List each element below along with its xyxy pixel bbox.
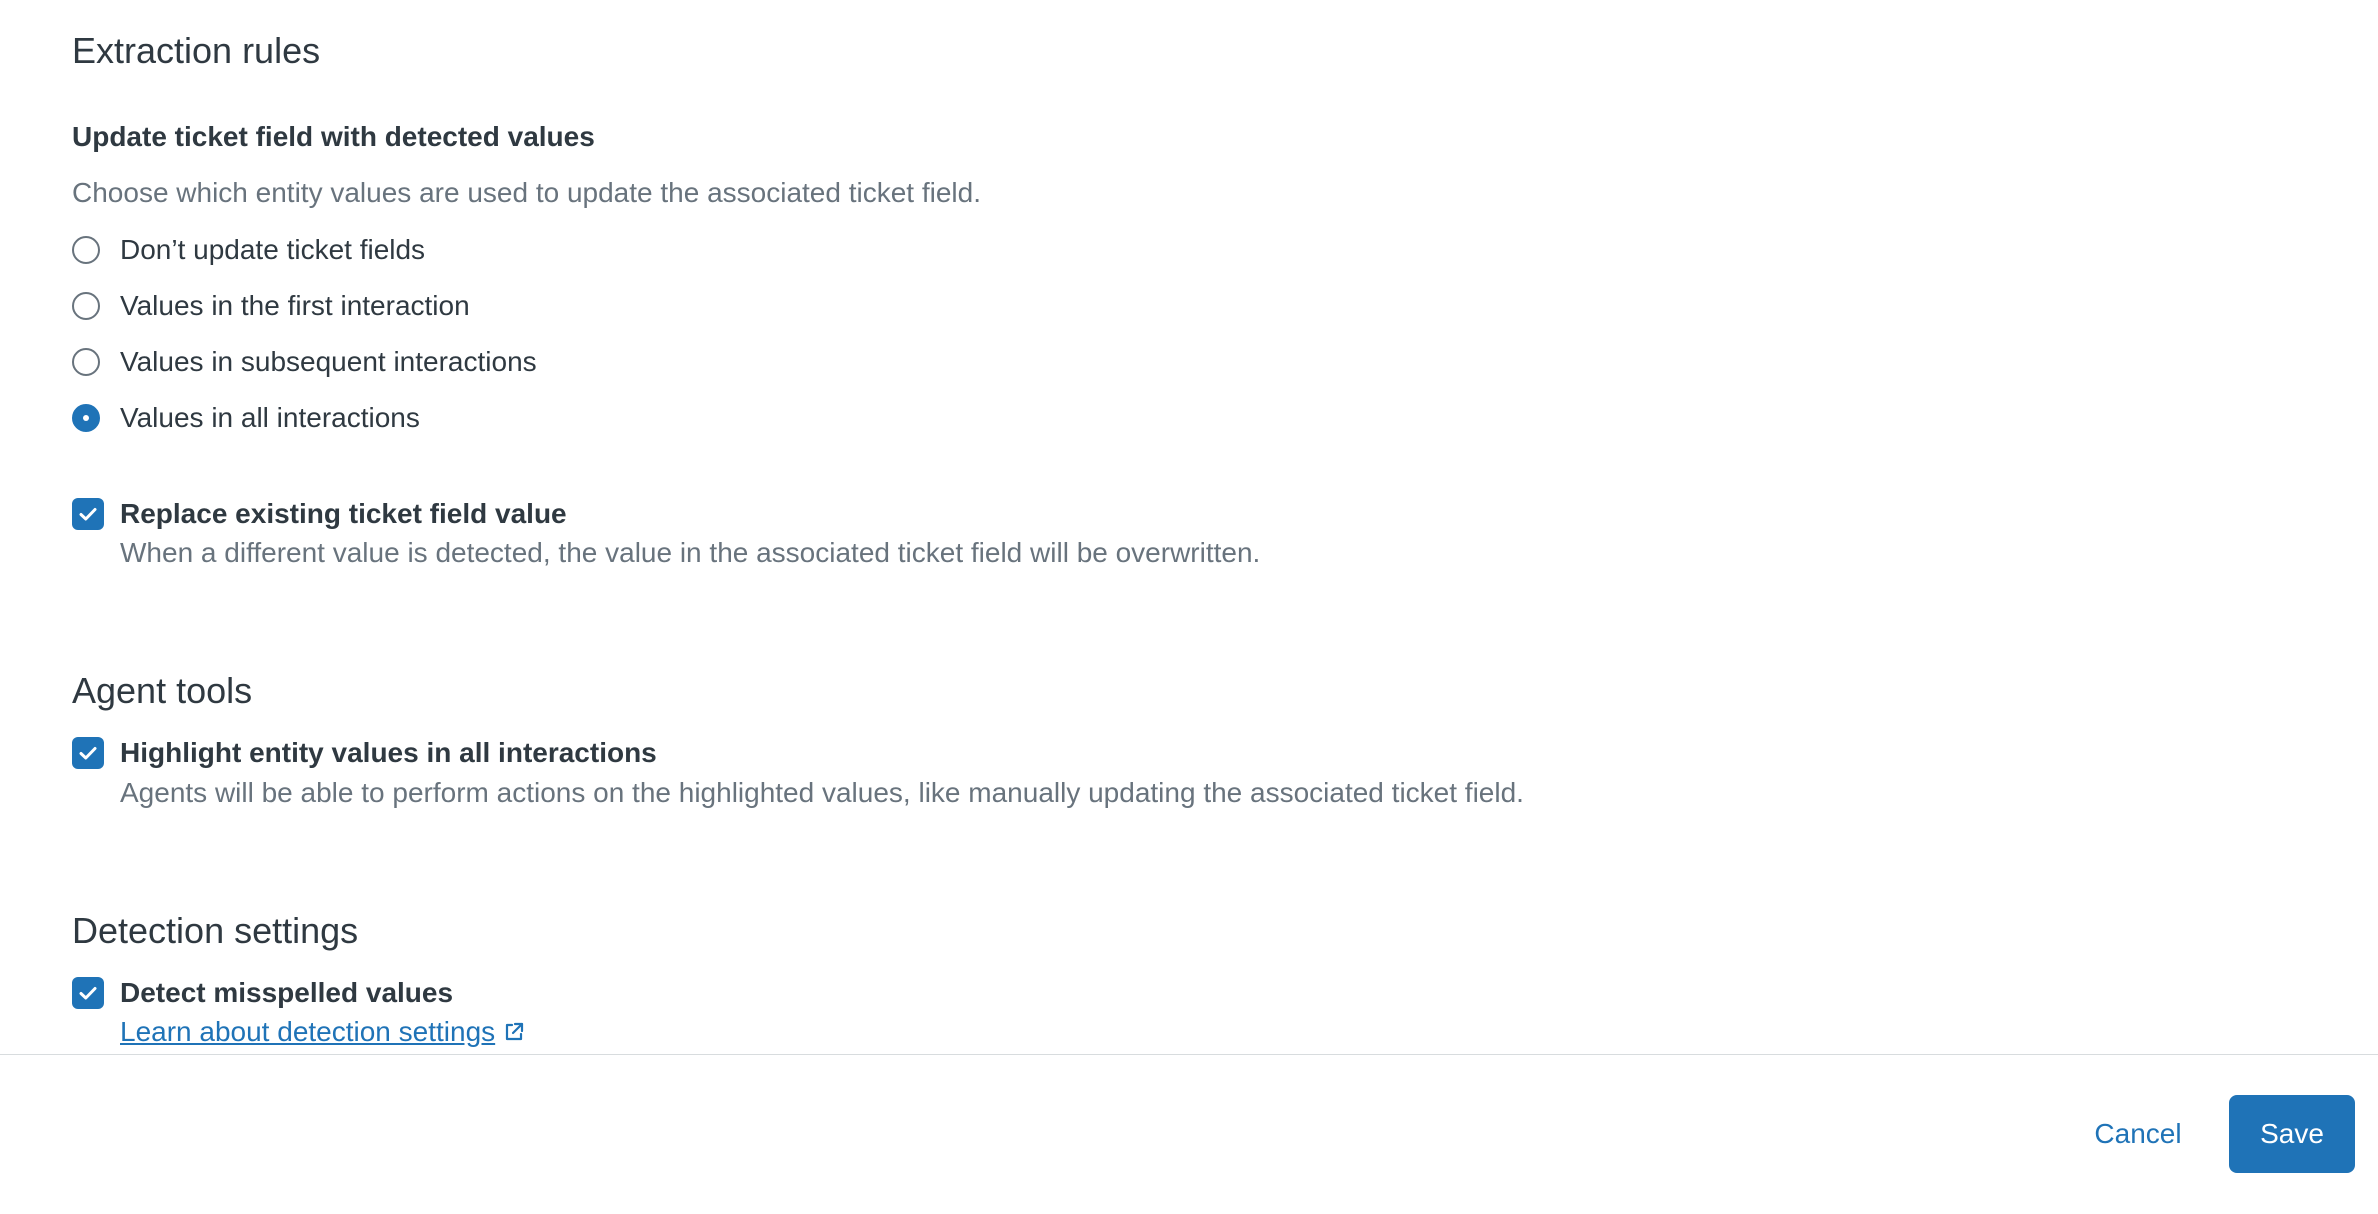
highlight-values-hint: Agents will be able to perform actions on the highlighted values, like manually updating the associated ticket field.: [120, 777, 1524, 808]
agent-tools-heading: Agent tools: [72, 670, 253, 711]
misspelled-values-label: Detect misspelled values: [120, 977, 454, 1008]
radio-label: Values in the first interaction: [120, 290, 470, 321]
learn-detection-settings-link[interactable]: [120, 1016, 525, 1048]
highlight-values-checkbox-row[interactable]: [72, 735, 657, 771]
radio-label: Values in subsequent interactions: [120, 346, 537, 377]
detection-settings-heading: Detection settings: [72, 910, 359, 951]
radio-button[interactable]: [72, 236, 100, 264]
radio-dont-update[interactable]: [72, 232, 425, 268]
extraction-rules-heading: Extraction rules: [72, 30, 321, 71]
highlight-values-label: Highlight entity values in all interactions: [120, 737, 657, 768]
misspelled-values-checkbox[interactable]: [72, 977, 104, 1009]
external-link-icon: [503, 1021, 525, 1043]
radio-button[interactable]: [72, 292, 100, 320]
save-button[interactable]: Save: [2229, 1095, 2355, 1173]
cancel-button[interactable]: Cancel: [2068, 1094, 2208, 1174]
footer-bar: [0, 1054, 2378, 1214]
replace-value-checkbox[interactable]: [72, 498, 104, 530]
misspelled-values-checkbox-row[interactable]: [72, 975, 453, 1011]
radio-subsequent-interactions[interactable]: [72, 344, 537, 380]
checkmark-icon: [79, 986, 97, 1000]
radio-all-interactions[interactable]: [72, 400, 420, 436]
replace-value-hint: When a different value is detected, the value in the associated ticket field will be overwritten.: [120, 537, 1261, 568]
radio-label: Don’t update ticket fields: [120, 234, 426, 265]
radio-first-interaction[interactable]: [72, 288, 470, 324]
checkmark-icon: [79, 507, 97, 521]
update-field-label: Update ticket field with detected values: [72, 121, 595, 152]
highlight-values-checkbox[interactable]: [72, 737, 104, 769]
checkmark-icon: [79, 746, 97, 760]
radio-button-selected[interactable]: [72, 404, 100, 432]
radio-label: Values in all interactions: [120, 402, 420, 433]
radio-button[interactable]: [72, 348, 100, 376]
replace-value-label: Replace existing ticket field value: [120, 498, 567, 529]
replace-value-checkbox-row[interactable]: [72, 496, 567, 532]
update-field-hint: Choose which entity values are used to update the associated ticket field.: [72, 177, 981, 208]
learn-link-text: Learn about detection settings: [120, 1016, 496, 1047]
